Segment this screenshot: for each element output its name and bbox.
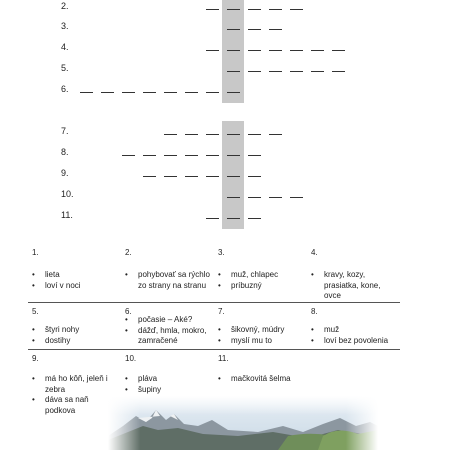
clue-line: • má ho kôň, jeleň i zebra: [28, 374, 118, 395]
clue-line: • dážď, hmla, mokro, zamračené: [121, 326, 213, 347]
letter-blank[interactable]: [290, 71, 303, 72]
clue-line: • pláva: [121, 374, 161, 385]
letter-blank[interactable]: [206, 50, 219, 51]
letter-blank[interactable]: [227, 134, 240, 135]
letter-blank[interactable]: [248, 9, 261, 10]
crossword-row: [0, 20, 450, 36]
letter-blank[interactable]: [269, 134, 282, 135]
crossword-row: [0, 0, 450, 16]
mountain-landscape-image: [108, 396, 378, 450]
letter-blank[interactable]: [206, 9, 219, 10]
row-number: 11.: [61, 210, 73, 220]
letter-blank[interactable]: [164, 176, 177, 177]
letter-blank[interactable]: [269, 71, 282, 72]
crossword-row: [0, 62, 450, 78]
clue-line: • dostihy: [28, 336, 79, 347]
crossword-row: [0, 146, 450, 162]
letter-blank[interactable]: [122, 92, 135, 93]
clue-table: [28, 244, 400, 415]
clue-table-row: [28, 244, 400, 303]
crossword-row: [0, 83, 450, 99]
clue-line: • loví bez povolenia: [307, 336, 407, 347]
letter-blank[interactable]: [206, 134, 219, 135]
clue-line: • príbuzný: [214, 281, 278, 292]
letter-blank[interactable]: [290, 197, 303, 198]
clue-number: 4.: [311, 248, 318, 257]
letter-blank[interactable]: [206, 92, 219, 93]
clue-number: 1.: [32, 248, 39, 257]
clue-line: • muž, chlapec: [214, 270, 278, 281]
letter-blank[interactable]: [248, 71, 261, 72]
letter-blank[interactable]: [248, 197, 261, 198]
letter-blank[interactable]: [185, 134, 198, 135]
letter-blank[interactable]: [227, 197, 240, 198]
letter-blank[interactable]: [269, 29, 282, 30]
letter-blank[interactable]: [332, 50, 345, 51]
letter-blank[interactable]: [248, 134, 261, 135]
letter-blank[interactable]: [269, 50, 282, 51]
letter-blank[interactable]: [185, 155, 198, 156]
letter-blank[interactable]: [185, 176, 198, 177]
letter-blank[interactable]: [248, 29, 261, 30]
letter-blank[interactable]: [248, 50, 261, 51]
clue-number: 6.: [125, 307, 132, 316]
letter-blank[interactable]: [311, 71, 324, 72]
crossword-row: [0, 209, 450, 225]
letter-blank[interactable]: [311, 50, 324, 51]
letter-blank[interactable]: [227, 176, 240, 177]
letter-blank[interactable]: [143, 176, 156, 177]
crossword-row: [0, 188, 450, 204]
letter-blank[interactable]: [248, 176, 261, 177]
clue-number: 2.: [125, 248, 132, 257]
letter-blank[interactable]: [332, 71, 345, 72]
letter-blank[interactable]: [206, 218, 219, 219]
clue-line: • dáva sa naň podkova: [28, 395, 118, 416]
clue-line: • muž: [307, 325, 407, 336]
letter-blank[interactable]: [185, 92, 198, 93]
letter-blank[interactable]: [227, 9, 240, 10]
clue-line: • mačkovitá šelma: [214, 374, 307, 385]
clue-number: 9.: [32, 354, 39, 363]
clue-line: • štyri nohy: [28, 325, 79, 336]
row-number: 3.: [61, 21, 69, 31]
crossword-row: [0, 167, 450, 183]
row-number: 4.: [61, 42, 69, 52]
clue-line: • loví v noci: [28, 281, 81, 292]
letter-blank[interactable]: [290, 50, 303, 51]
clue-number: 11.: [218, 354, 229, 363]
crossword-row: [0, 41, 450, 57]
crossword-row: [0, 125, 450, 141]
letter-blank[interactable]: [227, 71, 240, 72]
clue-number: 7.: [218, 307, 225, 316]
clue-line: • myslí mu to: [214, 336, 307, 347]
row-number: 5.: [61, 63, 69, 73]
clue-number: 3.: [218, 248, 225, 257]
clue-line: • šupiny: [121, 385, 161, 396]
letter-blank[interactable]: [164, 134, 177, 135]
row-number: 7.: [61, 126, 69, 136]
row-number: 2.: [61, 1, 69, 11]
clue-line: • kravy, kozy, prasiatka, kone, ovce: [307, 270, 387, 302]
letter-blank[interactable]: [206, 176, 219, 177]
letter-blank[interactable]: [122, 155, 135, 156]
letter-blank[interactable]: [143, 155, 156, 156]
row-number: 10.: [61, 189, 74, 199]
letter-blank[interactable]: [227, 218, 240, 219]
clue-number: 8.: [311, 307, 318, 316]
clue-number: 10.: [125, 354, 137, 363]
letter-blank[interactable]: [227, 50, 240, 51]
letter-blank[interactable]: [269, 197, 282, 198]
clue-line: • lieta: [28, 270, 81, 281]
letter-blank[interactable]: [206, 155, 219, 156]
clue-line: • pohybovať sa rýchlo zo strany na stranu: [121, 270, 211, 291]
row-number: 9.: [61, 168, 69, 178]
letter-blank[interactable]: [164, 92, 177, 93]
letter-blank[interactable]: [227, 92, 240, 93]
letter-blank[interactable]: [101, 92, 114, 93]
letter-blank[interactable]: [80, 92, 93, 93]
clue-table-row: [28, 303, 400, 350]
letter-blank[interactable]: [290, 9, 303, 10]
clue-number: 5.: [32, 307, 39, 316]
letter-blank[interactable]: [227, 155, 240, 156]
row-number: 6.: [61, 84, 69, 94]
letter-blank[interactable]: [164, 155, 177, 156]
letter-blank[interactable]: [227, 29, 240, 30]
clue-line: • počasie – Aké?: [121, 315, 213, 326]
letter-blank[interactable]: [143, 92, 156, 93]
letter-blank[interactable]: [248, 218, 261, 219]
letter-blank[interactable]: [248, 155, 261, 156]
clue-line: • šikovný, múdry: [214, 325, 307, 336]
letter-blank[interactable]: [269, 9, 282, 10]
row-number: 8.: [61, 147, 69, 157]
